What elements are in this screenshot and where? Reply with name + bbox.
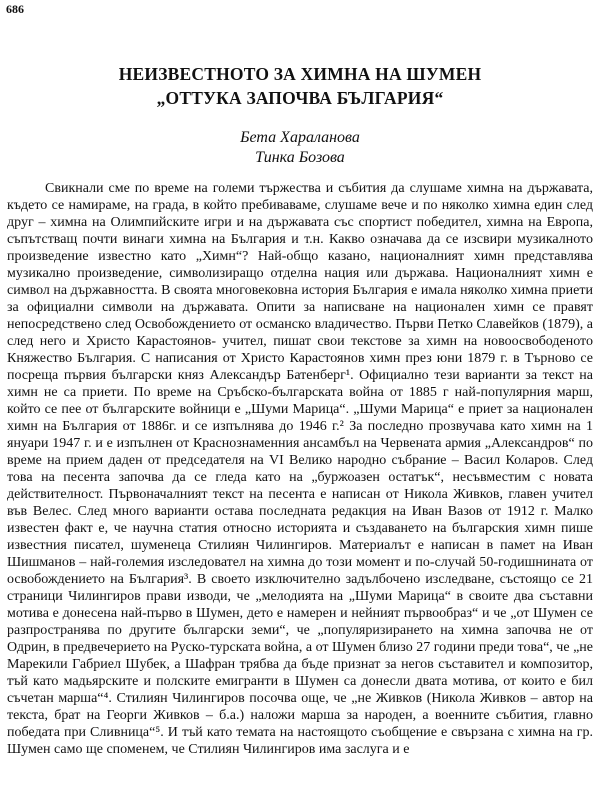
article-title	[0, 62, 600, 110]
title-line-2: „ОТТУКА ЗАПОЧВА БЪЛГАРИЯ“	[156, 88, 444, 108]
page-number: 686	[6, 2, 24, 16]
authors	[0, 128, 600, 168]
author-1: Бета Хараланова	[240, 129, 360, 146]
author-2: Тинка Бозова	[255, 149, 345, 166]
title-line-1: НЕИЗВЕСТНОТО ЗА ХИМНА НА ШУМЕН	[118, 64, 482, 84]
body-paragraph: Свикнали сме по време на големи тържества и събития да слушаме химна на държавата, където се намираме, на града, в който пребиваваме, слушаме вече и по няколко химна един след друг – химна на Олимпийските игри и на държавата със спортист победител, химна на Европа, съпътстващ почти винаги химна на България и т.н. Какво означава да се изсвири музикалното произведение известно като „Химн“? Най-общо казано, националният химн представлява музикално произведение, символизиращо отделна нация или държава. Националният химн е символ на държавността. В своята многовековна история България е имала няколко химна приети за официални символи на държавата. Опити за написване на национален химн се правят непосредствено след Освобождението от османско владичество. Първи Петко Славейков (1879), а след него и Христо Карастоянов- учител, пишат свои текстове за химн на новоосвободеното Княжество България. С написания от Христо Карастоянов химн през юни 1879 г. в Търново се посреща първия български княз Александър Батенберг¹. Официално тези варианти за текст на химн не са приети. По време на Сръбско-българската война от 1885 г най-популярния марш, който се пее от българските войници е „Шуми Марица“. „Шуми Марица“ е приет за национален химн на България от 1886г. и се изпълнява до 1946 г.² За последно прозвучава като химн на 1 януари 1947 г. и е изпълнен от Краснознаменния ансамбъл на Червената армия „Александров“ по време на прием даден от председателя на VI Велико народно събрание – Васил Коларов. След това на песента започва да се гледа като на „буржоазен остатък“, несъвместим с новата действителност. Първоначалният текст на песента е написан от Никола Живков, главен учител във Велес. След много варианти остава последната редакция на Иван Вазов от 1912 г. Малко известен факт е, че научна статия относно историята и създаването на българския химн пише известния писател, шуменеца Стилиян Чилингиров. Материалът е написан в памет на Иван Шишманов – най-големия изследовател на химна до този момент и по-случай 50-годишнината от освобождението на България³. В своето изключително задълбочено изследване, състоящо се 21 страници Чилингиров прави изводи, че „мелодията на „Шуми Марица“ в своите два съставни мотива е донесена най-първо в Шумен, дето е намерен и нейният първообраз“ и че „от Шумен се разпространява по другите български земи“, че „популяризирането на химна започва не от Одрин, в предвечерието на Руско-турската война, а от Шумен близо 27 години преди това“, че „не Марекили Габриел Шубек, а Шафран трябва да бъде признат за негов съставител и композитор, тъй като мадьярските и полските емигранти в Шумен са донесли двата мотива, от които е бил съчетан марша“⁴. Стилиян Чилингиров посочва още, че „не Живков (Никола Живков – автор на текста, брат на Георги Живков – б.а.) наложи марша за народен, а военните събития, главно победата при Сливница“⁵. И тъй като темата на настоящото съобщение е свързана с химна на гр. Шумен само ще споменем, че Стилиян Чилингиров има заслуга и е	[7, 181, 593, 757]
